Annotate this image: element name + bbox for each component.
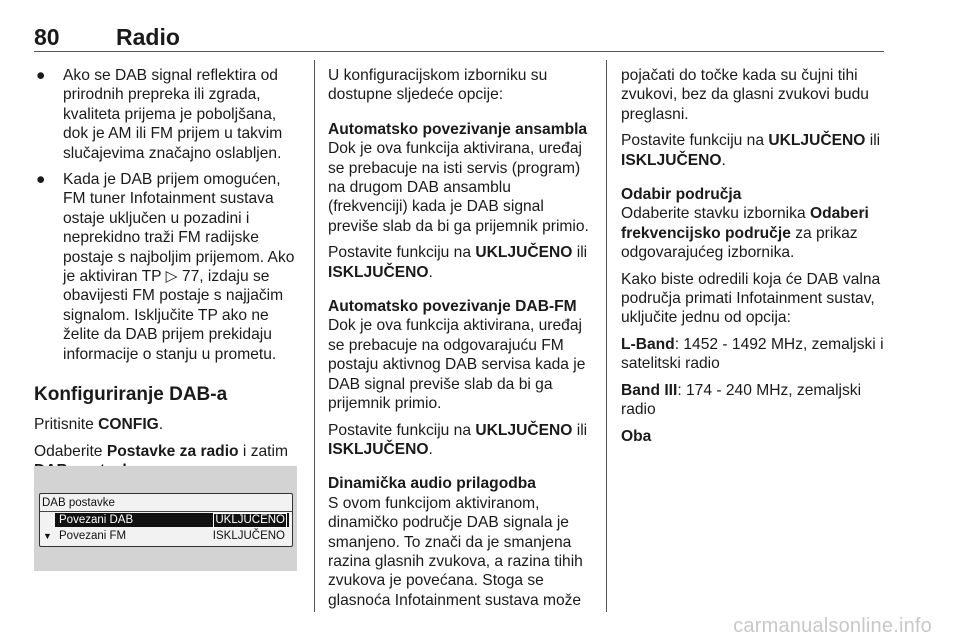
column-divider-1 bbox=[314, 60, 315, 612]
band-option-lband: L-Band: 1452 - 1492 MHz, zemaljski i satelitski radio bbox=[621, 335, 884, 373]
option-text: S ovom funkcijom aktiviranom, dinamičko područje DAB signala je smanjeno. To znači da je smanjena razina glasnih zvukova, a razina tihih zvukova je povećana. Stoga se glasnoća Infotainment sustava može bbox=[328, 494, 583, 609]
region-text: Kako biste odredili koja će DAB valna područja primati Infotainment sustav, uključite jednu od opcija: bbox=[621, 270, 881, 327]
option-title: Odabir područja bbox=[621, 186, 742, 204]
option-text: Dok je ova funkcija aktivirana, uređaj se prebacuje na isti servis (program) na drugom DAB ansamblu (frekvenciji) kada je DAB signal previše slab da bi ga prijemnik primio. bbox=[328, 140, 589, 235]
scroll-down-arrow-icon: ▼ bbox=[43, 531, 52, 541]
option-title: Automatsko povezivanje DAB-FM bbox=[328, 298, 577, 316]
column-divider-2 bbox=[606, 60, 607, 612]
header-rule bbox=[34, 51, 884, 52]
option-title: Dinamička audio prilagodba bbox=[328, 475, 536, 493]
section-heading: Konfiguriranje DAB-a bbox=[34, 384, 228, 406]
dab-settings-screen bbox=[39, 493, 293, 547]
region-instruction: Odaberite stavku izbornika Odaberi frekvencijsko područje za prikaz odgovarajućeg izbornika. bbox=[621, 205, 869, 262]
band-option-both: Oba bbox=[621, 427, 652, 445]
screen-row-linked-fm: Povezani FM ISKLJUČENO bbox=[59, 530, 285, 542]
instruction-select: Odaberite Postavke za radio i zatim bbox=[34, 442, 288, 460]
intro-text: U konfiguracijskom izborniku su dostupne sljedeće opcije: bbox=[328, 67, 548, 104]
bullet-item: ● Ako se DAB signal reflektira od prirodnih prepreka ili zgrada, kvaliteta prijema je poboljšana, dok je AM ili FM prijem u takvim slučajevima značajno oslabljen. bbox=[36, 67, 283, 162]
bullet-item: ● Kada je DAB prijem omogućen, FM tuner Infotainment sustava ostaje uključen u pozadini i neprekidno traži FM radijske postaje s najboljim prijemom. Ako je aktiviran TP ▷ 77, izdaju se obavijesti FM postaje s najjačim signalom. Isključite TP ako ne želite da DAB prijem prekidaju informacije o stanju u prometu. bbox=[36, 171, 295, 363]
bullet-dot-icon: ● bbox=[36, 171, 46, 189]
instruction-press: Pritisnite CONFIG. bbox=[34, 416, 164, 434]
infotainment-screen-image bbox=[34, 466, 297, 571]
screen-separator bbox=[40, 511, 292, 512]
option-text: Dok je ova funkcija aktivirana, uređaj se prebacuje na odgovarajuću FM postaju aktivnog DAB servisa kada je DAB signal previše slab da bi ga prijemnik primio. bbox=[328, 317, 586, 413]
page-section-title: Radio bbox=[116, 24, 180, 50]
option-setting: Postavite funkciju na UKLJUČENO ili ISKLJUČENO. bbox=[328, 244, 588, 281]
option-setting: Postavite funkciju na UKLJUČENO ili ISKLJUČENO. bbox=[621, 132, 881, 169]
screen-row-linked-dab: Povezani DAB UKLJUČENO bbox=[55, 513, 289, 527]
screen-title: DAB postavke bbox=[42, 497, 115, 509]
continued-text: pojačati do točke kada su čujni tihi zvukovi, bez da glasni zvukovi budu preglasni. bbox=[621, 67, 869, 123]
column-2 bbox=[328, 66, 594, 617]
option-setting: Postavite funkciju na UKLJUČENO ili ISKLJUČENO. bbox=[328, 421, 588, 458]
band-option-band3: Band III: 174 - 240 MHz, zemaljski radio bbox=[621, 381, 862, 419]
watermark: carmanualsonline.info bbox=[733, 615, 932, 637]
column-1 bbox=[34, 66, 299, 487]
page-number: 80 bbox=[34, 24, 60, 50]
page-reference-icon: ▷ bbox=[165, 268, 178, 286]
bullet-dot-icon: ● bbox=[36, 67, 46, 84]
option-title: Automatsko povezivanje ansambla bbox=[328, 120, 588, 138]
column-3 bbox=[621, 66, 887, 453]
